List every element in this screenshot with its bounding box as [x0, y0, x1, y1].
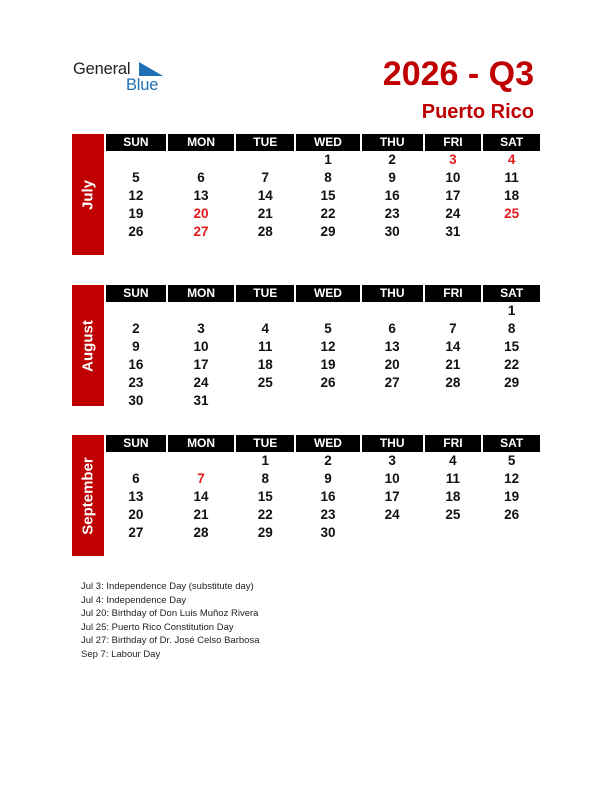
week-row [106, 205, 540, 223]
day-cell: 29 [320, 224, 336, 239]
week-row [106, 320, 540, 338]
day-cell: 6 [132, 471, 140, 486]
day-cell: 9 [324, 471, 332, 486]
holiday-note: Sep 7: Labour Day [81, 648, 161, 660]
day-cell: 23 [320, 507, 336, 522]
day-cell: 1 [261, 453, 270, 468]
holiday-note: Jul 20: Birthday of Don Luis Muñoz Rivera [81, 608, 259, 620]
day-cell: 13 [384, 339, 400, 354]
logo [73, 60, 173, 96]
day-cell: 9 [388, 170, 396, 185]
weekday-header-tue: TUE [236, 435, 294, 452]
day-cell: 12 [320, 339, 336, 354]
day-cell: 18 [445, 489, 461, 504]
day-cell [425, 392, 482, 410]
weekday-header-thu: THU [362, 435, 423, 452]
day-cell: 8 [324, 170, 332, 185]
day-cell [425, 524, 482, 542]
day-cell: 14 [193, 489, 209, 504]
day-cell: 6 [388, 321, 396, 336]
month-label-box [72, 435, 104, 556]
day-cell: 2 [324, 453, 332, 468]
day-cell: 13 [128, 489, 144, 504]
day-cell: 24 [193, 375, 209, 390]
logo-triangle-icon [139, 62, 163, 76]
day-cell: 26 [128, 224, 144, 239]
holiday-day-cell: 7 [197, 471, 205, 486]
day-cell: 2 [388, 152, 396, 167]
month-name: July [79, 179, 97, 210]
day-cell: 16 [320, 489, 336, 504]
day-cell: 8 [261, 471, 270, 486]
holiday-day-cell: 27 [193, 224, 209, 239]
day-cell: 1 [507, 303, 516, 318]
weekday-header-fri: FRI [425, 435, 482, 452]
day-cell: 11 [504, 170, 519, 185]
month-grid [106, 435, 540, 542]
day-cell: 25 [445, 507, 461, 522]
holiday-note: Jul 4: Independence Day [81, 594, 187, 606]
day-cell: 3 [197, 321, 205, 336]
day-cell: 8 [507, 321, 516, 336]
day-cell [296, 392, 360, 410]
day-cell: 12 [504, 471, 520, 486]
day-cell [236, 392, 294, 410]
day-cell: 13 [193, 188, 209, 203]
day-cell: 24 [384, 507, 400, 522]
weekday-header-row [106, 134, 540, 151]
day-cell: 20 [384, 357, 400, 372]
day-cell: 21 [257, 206, 273, 221]
week-row [106, 302, 540, 320]
week-row [106, 524, 540, 542]
logo-word-general: General [73, 60, 131, 78]
holiday-note: Jul 27: Birthday of Dr. José Celso Barbosa [81, 635, 260, 647]
weekday-header-wed: WED [296, 134, 360, 151]
day-cell: 22 [504, 357, 520, 372]
weekday-header-sun: SUN [106, 134, 166, 151]
logo-word-blue: Blue [126, 76, 159, 94]
day-cell: 2 [132, 321, 140, 336]
day-cell: 5 [507, 453, 516, 468]
month-name: September [79, 456, 97, 535]
day-cell: 10 [445, 170, 461, 185]
day-cell: 21 [445, 357, 461, 372]
day-cell: 29 [504, 375, 520, 390]
day-cell: 17 [193, 357, 209, 372]
day-cell: 7 [449, 321, 457, 336]
day-cell [425, 302, 482, 320]
week-row [106, 488, 540, 506]
weekday-header-tue: TUE [236, 285, 294, 302]
day-cell [106, 452, 166, 470]
day-cell: 26 [320, 375, 336, 390]
week-row [106, 356, 540, 374]
weekday-header-sat: SAT [483, 285, 540, 302]
weekday-header-thu: THU [362, 285, 423, 302]
day-cell: 31 [445, 224, 461, 239]
month-grid [106, 134, 540, 241]
day-cell: 17 [445, 188, 461, 203]
day-cell: 30 [128, 393, 144, 408]
week-row [106, 187, 540, 205]
weekday-header-wed: WED [296, 435, 360, 452]
weekday-header-row [106, 435, 540, 452]
day-cell: 20 [128, 507, 144, 522]
month-label-box [72, 285, 104, 406]
month-grid [106, 285, 540, 410]
day-cell [362, 302, 423, 320]
page-title: 2026 - Q3 [382, 55, 534, 93]
day-cell [483, 524, 540, 542]
day-cell: 4 [449, 453, 457, 468]
day-cell [236, 302, 294, 320]
month-label-box [72, 134, 104, 255]
week-row [106, 338, 540, 356]
day-cell [168, 452, 235, 470]
day-cell: 25 [257, 375, 273, 390]
day-cell: 23 [384, 206, 400, 221]
day-cell: 29 [257, 525, 273, 540]
day-cell: 27 [384, 375, 400, 390]
holiday-day-cell: 25 [504, 206, 520, 221]
day-cell: 15 [257, 489, 273, 504]
day-cell: 3 [388, 453, 396, 468]
weekday-header-row [106, 285, 540, 302]
week-row [106, 151, 540, 169]
day-cell [483, 223, 540, 241]
holiday-note: Jul 25: Puerto Rico Constitution Day [81, 621, 234, 633]
day-cell: 5 [324, 321, 332, 336]
day-cell [362, 524, 423, 542]
week-row [106, 452, 540, 470]
week-row [106, 506, 540, 524]
weekday-header-fri: FRI [425, 285, 482, 302]
day-cell: 6 [197, 170, 205, 185]
holiday-day-cell: 3 [449, 152, 457, 167]
day-cell [168, 151, 235, 169]
page-subtitle: Puerto Rico [421, 101, 534, 123]
day-cell: 16 [384, 188, 400, 203]
weekday-header-sat: SAT [483, 134, 540, 151]
holiday-day-cell: 4 [507, 152, 516, 167]
holiday-note: Jul 3: Independence Day (substitute day) [81, 581, 254, 592]
day-cell [106, 151, 166, 169]
day-cell: 9 [132, 339, 140, 354]
day-cell: 10 [384, 471, 400, 486]
holiday-notes [81, 580, 259, 662]
day-cell: 11 [445, 471, 461, 486]
day-cell: 17 [384, 489, 400, 504]
day-cell: 14 [257, 188, 273, 203]
day-cell: 18 [504, 188, 520, 203]
weekday-header-sat: SAT [483, 435, 540, 452]
weekday-header-wed: WED [296, 285, 360, 302]
weekday-header-fri: FRI [425, 134, 482, 151]
month-name: August [79, 319, 97, 372]
day-cell: 16 [128, 357, 144, 372]
day-cell: 15 [320, 188, 336, 203]
day-cell: 30 [320, 525, 336, 540]
day-cell: 4 [261, 321, 270, 336]
day-cell: 7 [261, 170, 270, 185]
day-cell [106, 302, 166, 320]
day-cell: 31 [193, 393, 209, 408]
day-cell: 19 [320, 357, 336, 372]
day-cell: 12 [128, 188, 144, 203]
day-cell: 28 [257, 224, 273, 239]
day-cell [362, 392, 423, 410]
weekday-header-sun: SUN [106, 435, 166, 452]
week-row [106, 470, 540, 488]
day-cell: 22 [320, 206, 336, 221]
day-cell [483, 392, 540, 410]
week-row [106, 374, 540, 392]
weekday-header-thu: THU [362, 134, 423, 151]
weekday-header-mon: MON [168, 134, 235, 151]
day-cell: 14 [445, 339, 461, 354]
day-cell: 30 [384, 224, 400, 239]
day-cell [236, 151, 294, 169]
weekday-header-mon: MON [168, 435, 235, 452]
day-cell: 28 [193, 525, 209, 540]
day-cell: 19 [128, 206, 144, 221]
day-cell: 19 [504, 489, 520, 504]
week-row [106, 169, 540, 187]
weekday-header-sun: SUN [106, 285, 166, 302]
holiday-day-cell: 20 [193, 206, 209, 221]
day-cell: 15 [504, 339, 520, 354]
week-row [106, 392, 540, 410]
day-cell: 18 [257, 357, 273, 372]
day-cell: 24 [445, 206, 461, 221]
day-cell: 21 [193, 507, 209, 522]
week-row [106, 223, 540, 241]
day-cell: 22 [257, 507, 273, 522]
day-cell: 10 [193, 339, 209, 354]
day-cell: 23 [128, 375, 144, 390]
weekday-header-mon: MON [168, 285, 235, 302]
day-cell: 5 [132, 170, 140, 185]
weekday-header-tue: TUE [236, 134, 294, 151]
day-cell: 27 [128, 525, 144, 540]
day-cell: 28 [445, 375, 461, 390]
day-cell: 11 [258, 339, 273, 354]
day-cell [168, 302, 235, 320]
day-cell: 1 [324, 152, 332, 167]
day-cell: 26 [504, 507, 520, 522]
day-cell [296, 302, 360, 320]
